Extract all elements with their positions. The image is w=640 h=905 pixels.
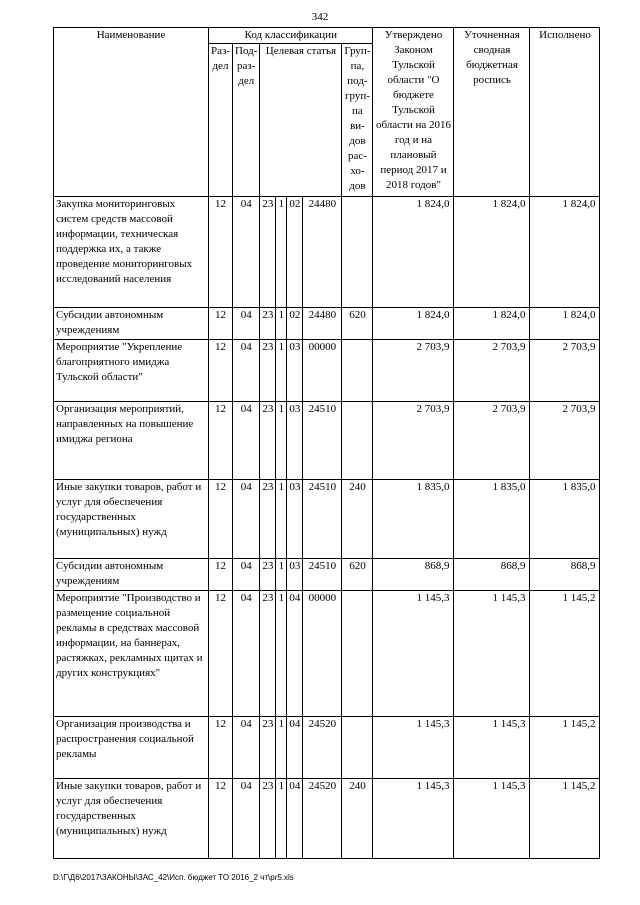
row-name: Организация производства и распространения социальной рекламы: [54, 717, 209, 779]
row-group: [342, 402, 373, 480]
table-row: [54, 717, 600, 779]
row-name: Мероприятие "Производство и размещение социальной рекламы в средствах массовой информации, на баннерах, растяжках, рекламных щитах и других конструкциях": [54, 591, 209, 717]
row-group: [342, 717, 373, 779]
header-expense-type-group: Груп-па, под-груп-па ви-дов рас-хо-дов: [342, 44, 373, 197]
row-executed: 868,9: [530, 559, 600, 591]
row-executed: 1 145,2: [530, 779, 600, 859]
table-row: [54, 559, 600, 591]
row-code-2: 1: [276, 559, 287, 591]
row-code-1: 23: [260, 402, 276, 480]
row-podrazdel: 04: [233, 779, 260, 859]
header-approved: Утверждено Законом Тульской области "О бюджете Тульской области на 2016 год и на плановый период 2017 и 2018 годов": [373, 28, 454, 197]
row-refined: 1 824,0: [454, 308, 530, 340]
row-code-1: 23: [260, 717, 276, 779]
table-row: [54, 591, 600, 717]
row-approved: 2 703,9: [373, 340, 454, 402]
row-group: 240: [342, 779, 373, 859]
row-refined: 2 703,9: [454, 340, 530, 402]
row-refined: 1 835,0: [454, 480, 530, 559]
row-name: Субсидии автономным учреждениям: [54, 559, 209, 591]
row-executed: 2 703,9: [530, 340, 600, 402]
row-razdel: 12: [209, 340, 233, 402]
row-podrazdel: 04: [233, 559, 260, 591]
row-code-1: 23: [260, 308, 276, 340]
row-code-3: 02: [287, 308, 303, 340]
table-row: [54, 779, 600, 859]
row-group: [342, 197, 373, 308]
row-refined: 1 145,3: [454, 591, 530, 717]
row-executed: 1 835,0: [530, 480, 600, 559]
row-refined: 2 703,9: [454, 402, 530, 480]
row-code-1: 23: [260, 340, 276, 402]
row-code-4: 24520: [303, 779, 342, 859]
row-approved: 2 703,9: [373, 402, 454, 480]
row-executed: 1 145,2: [530, 591, 600, 717]
row-code-1: 23: [260, 480, 276, 559]
row-podrazdel: 04: [233, 591, 260, 717]
row-code-1: 23: [260, 779, 276, 859]
row-name: Иные закупки товаров, работ и услуг для обеспечения государственных (муниципальных) нужд: [54, 779, 209, 859]
row-podrazdel: 04: [233, 480, 260, 559]
file-path-footer: D:\Г\Д6\2017\ЗАКОНЫ\ЗАС_42\Исп. бюджет ТО 2016_2 чт\pr5.xls: [53, 873, 294, 882]
row-razdel: 12: [209, 779, 233, 859]
row-razdel: 12: [209, 402, 233, 480]
row-razdel: 12: [209, 480, 233, 559]
row-code-1: 23: [260, 197, 276, 308]
row-name: Мероприятие "Укрепление благоприятного имиджа Тульской области": [54, 340, 209, 402]
row-razdel: 12: [209, 591, 233, 717]
row-name: Организация мероприятий, направленных на повышение имиджа региона: [54, 402, 209, 480]
row-code-4: 24480: [303, 308, 342, 340]
row-refined: 1 145,3: [454, 717, 530, 779]
row-code-4: 00000: [303, 591, 342, 717]
row-podrazdel: 04: [233, 308, 260, 340]
row-refined: 1 824,0: [454, 197, 530, 308]
header-section: Раз-дел: [209, 44, 233, 197]
row-code-2: 1: [276, 308, 287, 340]
row-code-4: 24510: [303, 480, 342, 559]
row-group: 620: [342, 308, 373, 340]
row-executed: 1 824,0: [530, 308, 600, 340]
table-row: [54, 340, 600, 402]
row-name: Иные закупки товаров, работ и услуг для обеспечения государственных (муниципальных) нужд: [54, 480, 209, 559]
row-podrazdel: 04: [233, 340, 260, 402]
header-executed: Исполнено: [530, 28, 600, 197]
row-code-2: 1: [276, 591, 287, 717]
row-code-2: 1: [276, 340, 287, 402]
table-row: [54, 308, 600, 340]
row-approved: 1 145,3: [373, 779, 454, 859]
row-podrazdel: 04: [233, 197, 260, 308]
row-code-3: 03: [287, 480, 303, 559]
budget-table: [53, 27, 600, 859]
row-refined: 1 145,3: [454, 779, 530, 859]
row-executed: 1 824,0: [530, 197, 600, 308]
row-code-2: 1: [276, 717, 287, 779]
row-code-2: 1: [276, 480, 287, 559]
row-code-3: 03: [287, 402, 303, 480]
table-row: [54, 402, 600, 480]
header-code-group: Код классификации: [209, 28, 373, 44]
row-group: 620: [342, 559, 373, 591]
row-code-3: 04: [287, 779, 303, 859]
row-approved: 1 824,0: [373, 197, 454, 308]
row-approved: 868,9: [373, 559, 454, 591]
table-row: [54, 197, 600, 308]
row-group: [342, 340, 373, 402]
row-code-4: 24510: [303, 559, 342, 591]
row-code-2: 1: [276, 197, 287, 308]
row-group: [342, 591, 373, 717]
row-razdel: 12: [209, 717, 233, 779]
row-code-3: 04: [287, 717, 303, 779]
row-executed: 1 145,2: [530, 717, 600, 779]
row-code-1: 23: [260, 591, 276, 717]
row-code-3: 03: [287, 340, 303, 402]
row-code-4: 00000: [303, 340, 342, 402]
table-row: [54, 480, 600, 559]
row-code-3: 04: [287, 591, 303, 717]
row-refined: 868,9: [454, 559, 530, 591]
row-podrazdel: 04: [233, 402, 260, 480]
row-group: 240: [342, 480, 373, 559]
header-name: Наименование: [54, 28, 209, 197]
page-number: 342: [311, 11, 329, 23]
header-target-article: Целевая статья: [260, 44, 342, 197]
row-name: Закупка мониторинговых систем средств массовой информации, техническая поддержка их, а также проведение мониторинговых исследований населения: [54, 197, 209, 308]
row-code-3: 03: [287, 559, 303, 591]
row-code-4: 24480: [303, 197, 342, 308]
header-subsection: Под-раз-дел: [233, 44, 260, 197]
row-razdel: 12: [209, 308, 233, 340]
row-approved: 1 145,3: [373, 591, 454, 717]
row-approved: 1 835,0: [373, 480, 454, 559]
row-code-4: 24510: [303, 402, 342, 480]
row-razdel: 12: [209, 197, 233, 308]
row-approved: 1 824,0: [373, 308, 454, 340]
row-code-4: 24520: [303, 717, 342, 779]
row-executed: 2 703,9: [530, 402, 600, 480]
row-name: Субсидии автономным учреждениям: [54, 308, 209, 340]
row-code-2: 1: [276, 402, 287, 480]
header-refined: Уточненная сводная бюджетная роспись: [454, 28, 530, 197]
header-row-1: [54, 28, 600, 44]
row-code-2: 1: [276, 779, 287, 859]
row-approved: 1 145,3: [373, 717, 454, 779]
row-razdel: 12: [209, 559, 233, 591]
row-podrazdel: 04: [233, 717, 260, 779]
row-code-3: 02: [287, 197, 303, 308]
row-code-1: 23: [260, 559, 276, 591]
